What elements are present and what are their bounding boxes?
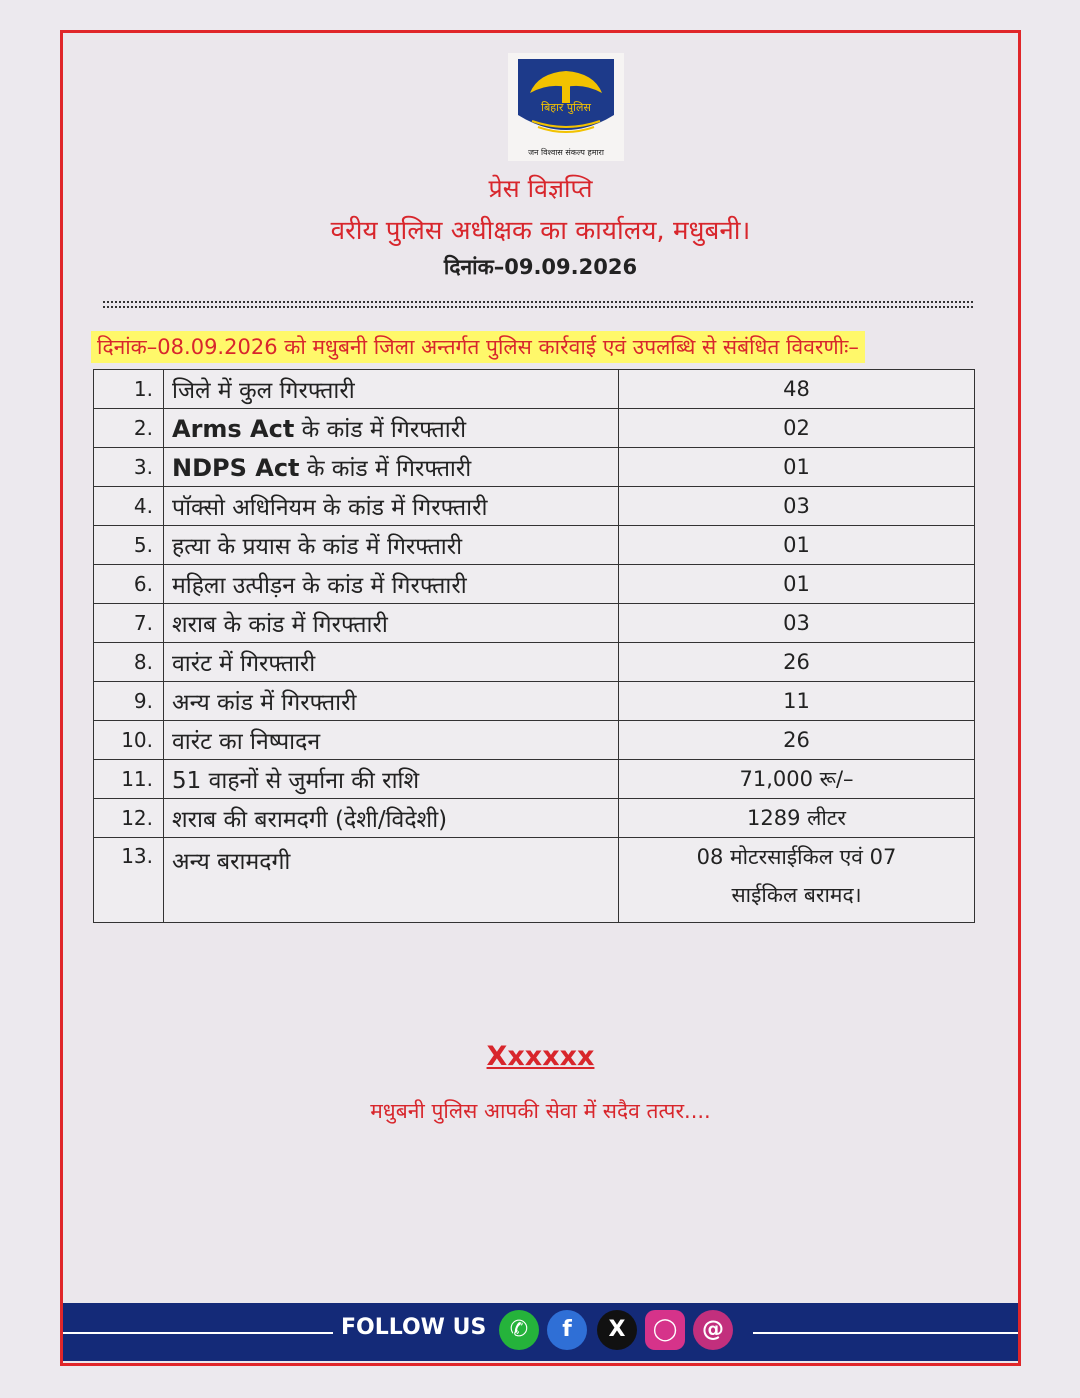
row-value: 01 bbox=[619, 448, 975, 487]
table-row bbox=[94, 448, 975, 487]
footer-line bbox=[63, 1332, 333, 1334]
row-number: 6. bbox=[94, 565, 164, 604]
row-number: 4. bbox=[94, 487, 164, 526]
report-heading: दिनांक–08.09.2026 को मधुबनी जिला अन्तर्गत पुलिस कार्रवाई एवं उपलब्धि से संबंधित विवरणीः– bbox=[91, 331, 865, 363]
row-description bbox=[164, 409, 619, 448]
instagram-icon[interactable]: ◯ bbox=[645, 1310, 685, 1350]
table-row bbox=[94, 760, 975, 799]
statistics-table bbox=[93, 369, 975, 923]
signature: Xxxxxx bbox=[486, 1041, 595, 1072]
row-text: जिले में कुल गिरफ्तारी bbox=[172, 378, 355, 404]
divider bbox=[103, 306, 973, 308]
row-number: 11. bbox=[94, 760, 164, 799]
row-value: 26 bbox=[619, 643, 975, 682]
table-row bbox=[94, 604, 975, 643]
row-value: 03 bbox=[619, 604, 975, 643]
row-description bbox=[164, 526, 619, 565]
table-row bbox=[94, 799, 975, 838]
table-row bbox=[94, 565, 975, 604]
table-row bbox=[94, 721, 975, 760]
row-text: महिला उत्पीड़न के कांड में गिरफ्तारी bbox=[172, 573, 467, 599]
press-title: प्रेस विज्ञप्ति bbox=[488, 174, 593, 203]
row-text: वारंट में गिरफ्तारी bbox=[172, 651, 316, 677]
row-number: 8. bbox=[94, 643, 164, 682]
office-title: वरीय पुलिस अधीक्षक का कार्यालय, मधुबनी। bbox=[330, 216, 751, 246]
row-description bbox=[164, 721, 619, 760]
row-description: अन्य बरामदगी bbox=[164, 838, 619, 923]
table-row bbox=[94, 370, 975, 409]
row-text: पॉक्सो अधिनियम के कांड में गिरफ्तारी bbox=[172, 495, 488, 521]
row-number: 3. bbox=[94, 448, 164, 487]
row-description bbox=[164, 799, 619, 838]
row-number: 2. bbox=[94, 409, 164, 448]
social-footer bbox=[63, 1303, 1018, 1361]
row-description bbox=[164, 604, 619, 643]
bihar-police-logo bbox=[508, 53, 624, 161]
row-value-line: 08 मोटरसाईकिल एवं 07 bbox=[696, 845, 897, 869]
row-value: 1289 लीटर bbox=[619, 799, 975, 838]
table-row bbox=[94, 682, 975, 721]
row-text: के कांड में गिरफ्तारी bbox=[299, 456, 472, 482]
row-value: 03 bbox=[619, 487, 975, 526]
row-value: 02 bbox=[619, 409, 975, 448]
row-number: 1. bbox=[94, 370, 164, 409]
row-value: 01 bbox=[619, 565, 975, 604]
row-description bbox=[164, 682, 619, 721]
threads-icon[interactable]: @ bbox=[693, 1310, 733, 1350]
row-text: अन्य कांड में गिरफ्तारी bbox=[172, 690, 357, 716]
row-number: 9. bbox=[94, 682, 164, 721]
table-row bbox=[94, 409, 975, 448]
row-number: 13. bbox=[94, 838, 164, 923]
row-value: 26 bbox=[619, 721, 975, 760]
row-text: शराब के कांड में गिरफ्तारी bbox=[172, 612, 388, 638]
x-icon[interactable]: X bbox=[597, 1310, 637, 1350]
press-release-page bbox=[60, 30, 1021, 1366]
row-description bbox=[164, 643, 619, 682]
row-description bbox=[164, 370, 619, 409]
follow-us-label: FOLLOW US bbox=[341, 1315, 487, 1340]
row-value bbox=[619, 838, 975, 923]
row-text: शराब की बरामदगी (देशी/विदेशी) bbox=[172, 807, 448, 833]
row-text: वारंट का निष्पादन bbox=[172, 729, 321, 755]
row-value: 48 bbox=[619, 370, 975, 409]
row-description bbox=[164, 448, 619, 487]
row-text: 51 वाहनों से जुर्माना की राशि bbox=[172, 768, 420, 794]
logo-motto: जन विश्वास संकल्प हमारा bbox=[528, 148, 604, 157]
row-act-name: Arms Act bbox=[172, 415, 295, 443]
facebook-icon[interactable]: f bbox=[547, 1310, 587, 1350]
table-row bbox=[94, 643, 975, 682]
row-description bbox=[164, 565, 619, 604]
row-act-name: NDPS Act bbox=[172, 454, 300, 482]
row-number: 7. bbox=[94, 604, 164, 643]
row-value: 71,000 रू/– bbox=[619, 760, 975, 799]
row-text: हत्या के प्रयास के कांड में गिरफ्तारी bbox=[172, 534, 463, 560]
logo-inner-text: बिहार पुलिस bbox=[541, 101, 591, 114]
row-number: 12. bbox=[94, 799, 164, 838]
row-value: 01 bbox=[619, 526, 975, 565]
row-value: 11 bbox=[619, 682, 975, 721]
row-text: के कांड में गिरफ्तारी bbox=[294, 417, 467, 443]
footer-line bbox=[753, 1332, 1018, 1334]
table-row bbox=[94, 526, 975, 565]
release-date: दिनांक–09.09.2026 bbox=[443, 255, 638, 279]
table-row bbox=[94, 838, 975, 923]
row-value-line: साईकिल बरामद। bbox=[731, 883, 862, 907]
divider bbox=[103, 301, 973, 303]
whatsapp-icon[interactable]: ✆ bbox=[499, 1310, 539, 1350]
police-motto: मधुबनी पुलिस आपकी सेवा में सदैव तत्पर.... bbox=[370, 1099, 711, 1123]
table-row bbox=[94, 487, 975, 526]
row-description bbox=[164, 487, 619, 526]
row-number: 5. bbox=[94, 526, 164, 565]
row-number: 10. bbox=[94, 721, 164, 760]
row-description bbox=[164, 760, 619, 799]
